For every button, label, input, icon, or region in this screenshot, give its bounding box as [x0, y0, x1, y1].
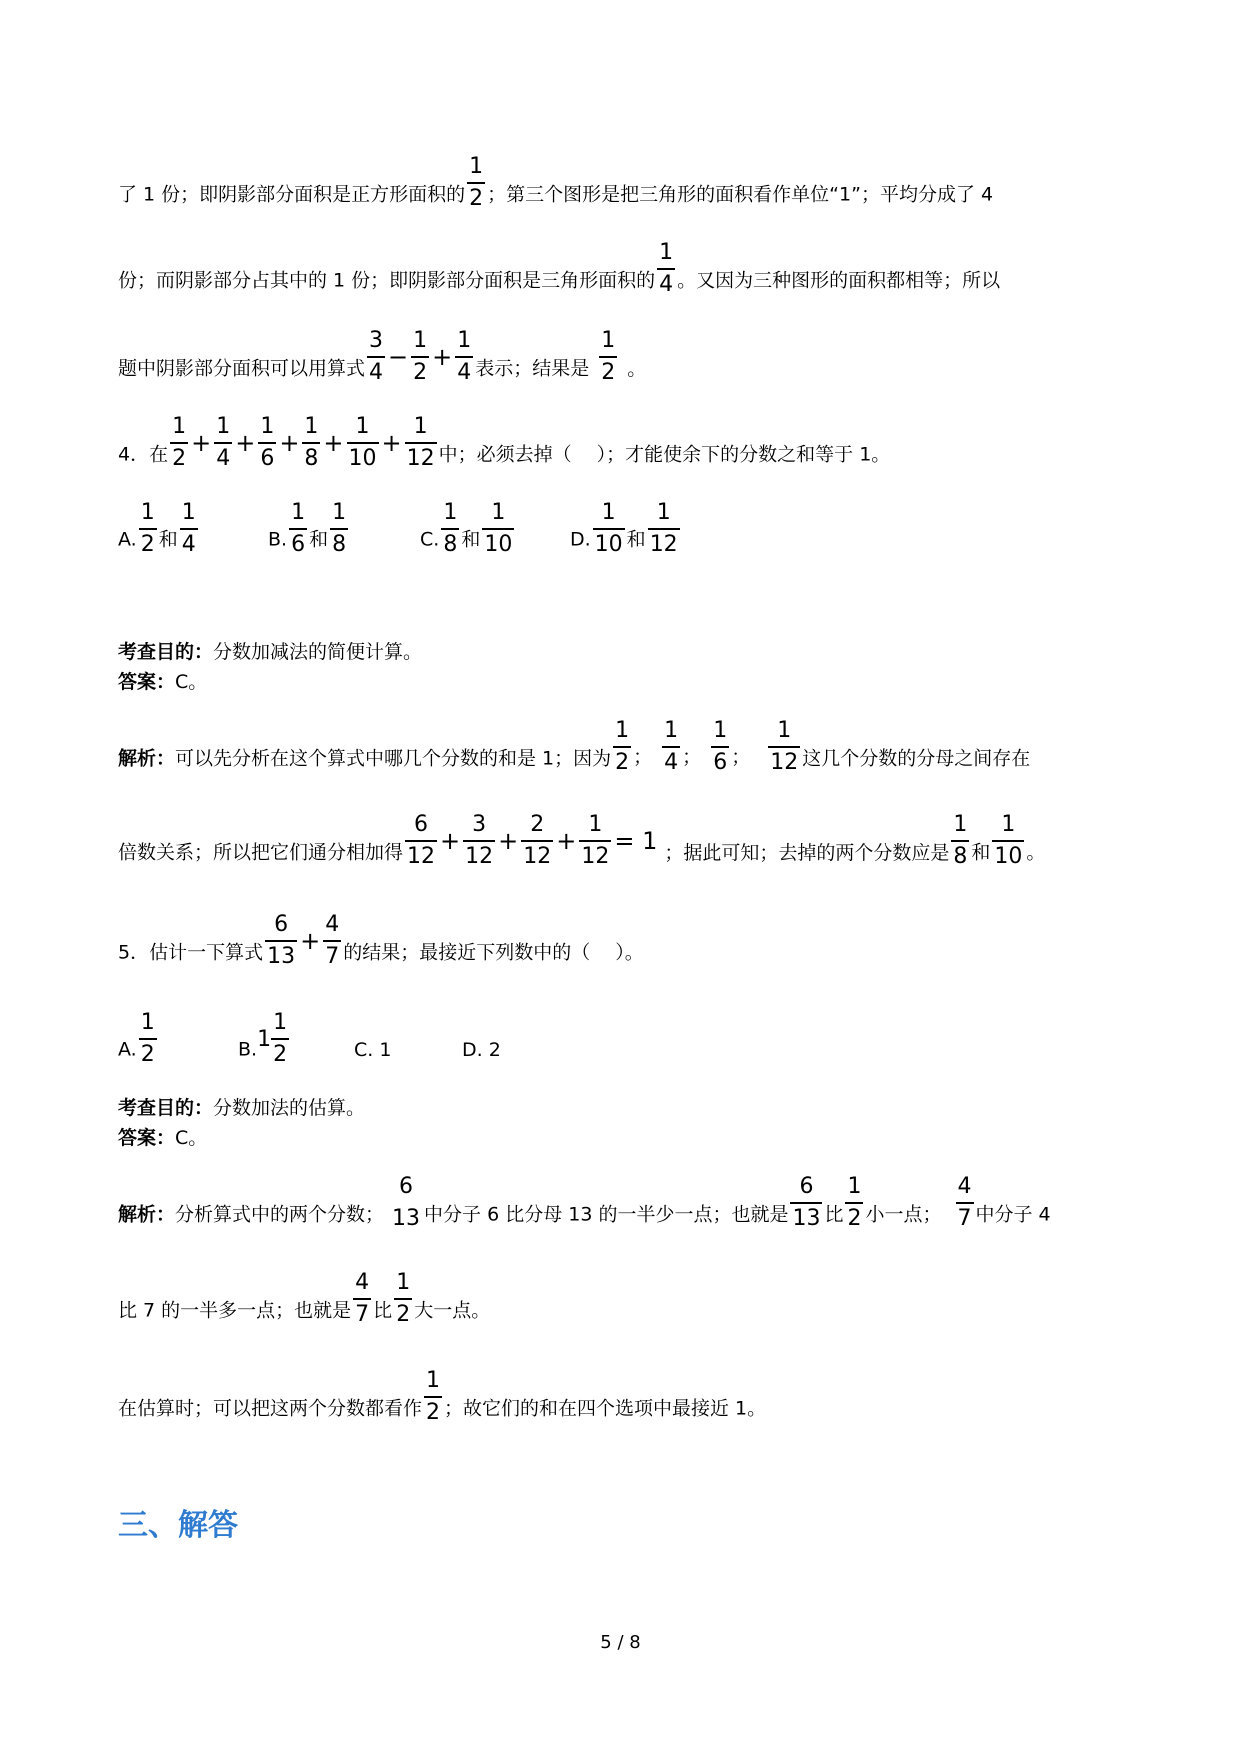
analysis-label: 解析： — [118, 747, 176, 770]
answer-text: C。 — [175, 1127, 208, 1149]
fraction: $\frac{1}{2}$ — [140, 500, 155, 557]
option-label: C. — [420, 528, 440, 551]
q5-prefix: 5．估计一下算式 — [118, 941, 264, 964]
text: 。 — [627, 357, 647, 380]
fraction: $\frac{1}{4}$ — [457, 328, 472, 385]
fraction: $\frac{1}{2}$ — [413, 328, 428, 385]
text: 中分子 6 比分母 13 的一半少一点；也就是 — [424, 1203, 789, 1226]
fraction: $\frac{6}{13}$ — [267, 912, 296, 969]
fraction: $\frac{1}{8}$ — [332, 500, 347, 557]
text: 比 — [373, 1299, 393, 1322]
option-label: A. — [118, 1038, 137, 1061]
fraction: $\frac{1}{2}$ — [172, 414, 187, 471]
text: 小一点； — [865, 1203, 942, 1226]
q5-option-d: D. 2 — [462, 1038, 501, 1061]
q4-option-b — [268, 498, 420, 557]
fraction: $\frac{6}{13}$ — [792, 1174, 821, 1231]
q4-purpose — [118, 640, 422, 664]
para-line-2 — [118, 238, 1001, 297]
fraction: $\frac{1}{10}$ — [484, 500, 513, 557]
q4-analysis-1: 解析：可以先分析在这个算式中哪几个分数的和是 1；因为 $\frac{1}{2}$ ； $\frac{1}{4}$ ； $\frac{1}{6}$ ； $\frac{1}{12}$ 这几个分数的分母之间存在 — [118, 718, 1031, 775]
text: 表示；结果是 — [475, 357, 590, 380]
answer-label: 答案： — [118, 1127, 176, 1149]
text: ；第三个图形是把三角形的面积看作单位“1”；平均分成了 4 — [487, 183, 994, 206]
fraction-1-2: $\frac{1}{2}$ — [469, 154, 484, 211]
text: 大一点。 — [414, 1299, 491, 1322]
purpose-label: 考查目的： — [118, 1097, 214, 1119]
text: 。 — [1026, 841, 1046, 864]
and-text: 和 — [309, 528, 329, 551]
fraction: $\frac{1}{4}$ — [181, 500, 196, 557]
text: ；故它们的和在四个选项中最接近 1。 — [444, 1397, 767, 1420]
q5-purpose — [118, 1096, 365, 1120]
q4-options — [118, 498, 682, 557]
fraction: $\frac{1}{10}$ — [594, 500, 623, 557]
fraction: $\frac{1}{6}$ — [713, 718, 728, 775]
q5-options — [118, 1008, 501, 1067]
fraction: $\frac{1}{10}$ — [348, 414, 377, 471]
and-text: 和 — [626, 528, 646, 551]
fraction: $\frac{3}{12}$ — [465, 812, 494, 869]
text: 比 — [824, 1203, 844, 1226]
q5-analysis-2 — [118, 1268, 491, 1327]
purpose-text: 分数加减法的简便计算。 — [213, 641, 423, 663]
para-line-1 — [118, 152, 994, 211]
fraction: $\frac{1}{4}$ — [216, 414, 231, 471]
q5-suffix: 的结果；最接近下列数中的（ ）。 — [343, 941, 644, 964]
text: 分析算式中的两个分数； — [175, 1203, 385, 1226]
fraction: $\frac{1}{2}$ — [615, 718, 630, 775]
q5-option-c: C. 1 — [354, 1038, 392, 1061]
fraction: $\frac{1}{8}$ — [304, 414, 319, 471]
and-text: 和 — [461, 528, 481, 551]
page-number: 5 / 8 — [600, 1632, 641, 1653]
q4-answer — [118, 670, 207, 694]
q4-option-d — [570, 498, 682, 557]
fraction: $\frac{1}{6}$ — [291, 500, 306, 557]
section-heading: 三、解答 — [118, 1508, 238, 1543]
fraction: $\frac{1}{12}$ — [581, 812, 610, 869]
fraction: $\frac{1}{2}$ — [273, 1010, 288, 1067]
fraction: $\frac{1}{2}$ — [396, 1270, 411, 1327]
para-line-3: 题中阴影部分面积可以用算式 $\frac{3}{4}$ − $\frac{1}{2}$ + $\frac{1}{4}$ 表示；结果是 $\frac{1}{2}$ 。 — [118, 328, 647, 385]
text: ；据此可知；去掉的两个分数应是 — [664, 841, 950, 864]
text: 可以先分析在这个算式中哪几个分数的和是 1；因为 — [175, 747, 612, 770]
text: 比 7 的一半多一点；也就是 — [118, 1299, 352, 1322]
q5-analysis-3 — [118, 1366, 767, 1425]
text: 中分子 4 — [975, 1203, 1051, 1226]
fraction: $\frac{1}{4}$ — [664, 718, 679, 775]
purpose-text: 分数加法的估算。 — [213, 1097, 366, 1119]
q4-analysis-2: 倍数关系；所以把它们通分相加得 $\frac{6}{12}$ + $\frac{3}{12}$ + $\frac{2}{12}$ + $\frac{1}{12}$ = 1 ；据此可知；去掉的两个分数应是 $\frac{1}{8}$ 和 $\frac{1}{10}$ 。 — [118, 812, 1046, 869]
answer-text: C。 — [175, 671, 208, 693]
fraction: $\frac{1}{8}$ — [953, 812, 968, 869]
fraction: $\frac{1}{12}$ — [406, 414, 435, 471]
fraction: $\frac{1}{10}$ — [994, 812, 1023, 869]
q4-suffix: 中；必须去掉（ ）；才能使余下的分数之和等于 1。 — [438, 443, 891, 466]
q5-stem: 5．估计一下算式 $\frac{6}{13}$ + $\frac{4}{7}$ 的结果；最接近下列数中的（ ）。 — [118, 912, 644, 969]
text: 份；而阴影部分占其中的 1 份；即阴影部分面积是三角形面积的 — [118, 269, 656, 292]
answer-label: 答案： — [118, 671, 176, 693]
fraction: $\frac{6}{12}$ — [407, 812, 436, 869]
fraction: $\frac{1}{12}$ — [649, 500, 678, 557]
fraction-1-4: $\frac{1}{4}$ — [659, 240, 674, 297]
q4-option-a — [118, 498, 268, 557]
and-text: 和 — [158, 528, 178, 551]
text: 和 — [971, 841, 991, 864]
purpose-label: 考查目的： — [118, 641, 214, 663]
text: 这几个分数的分母之间存在 — [802, 747, 1031, 770]
text: 了 1 份；即阴影部分面积是正方形面积的 — [118, 183, 466, 206]
option-label: B. — [268, 528, 288, 551]
text: 。又因为三种图形的面积都相等；所以 — [677, 269, 1001, 292]
fraction: $\frac{1}{12}$ — [770, 718, 799, 775]
text: 题中阴影部分面积可以用算式 — [118, 357, 366, 380]
q5-analysis-1 — [118, 1172, 1051, 1231]
fraction: $\frac{2}{12}$ — [523, 812, 552, 869]
q4-stem: 4．在 $\frac{1}{2}$ + $\frac{1}{4}$ + $\frac{1}{6}$ + $\frac{1}{8}$ + $\frac{1}{10}$ + $\frac{1}{12}$ 中；必须去掉（ ）；才能使余下的分数之和等于 1。 — [118, 414, 891, 471]
q5-option-b: B.1 $\frac{1}{2}$ — [238, 1010, 288, 1067]
fraction: $\frac{4}{7}$ — [355, 1270, 370, 1327]
option-label: B. — [238, 1038, 258, 1061]
fraction: $\frac{4}{7}$ — [957, 1174, 972, 1231]
q4-prefix: 4．在 — [118, 443, 169, 466]
fraction: $\frac{1}{2}$ — [847, 1174, 862, 1231]
fraction: $\frac{3}{4}$ — [369, 328, 384, 385]
option-label: A. — [118, 528, 137, 551]
fraction: $\frac{4}{7}$ — [325, 912, 340, 969]
q5-option-a — [118, 1008, 238, 1067]
text: 在估算时；可以把这两个分数都看作 — [118, 1397, 423, 1420]
option-label: D. — [570, 528, 591, 551]
fraction: $\frac{1}{2}$ — [140, 1010, 155, 1067]
fraction: $\frac{1}{8}$ — [443, 500, 458, 557]
fraction: 6 13 — [392, 1174, 421, 1231]
text: 倍数关系；所以把它们通分相加得 — [118, 841, 404, 864]
fraction: $\frac{1}{2}$ — [426, 1368, 441, 1425]
analysis-label: 解析： — [118, 1203, 176, 1226]
fraction: $\frac{1}{2}$ — [601, 328, 616, 385]
fraction: $\frac{1}{6}$ — [260, 414, 275, 471]
q4-option-c — [420, 498, 570, 557]
q5-answer — [118, 1126, 207, 1150]
